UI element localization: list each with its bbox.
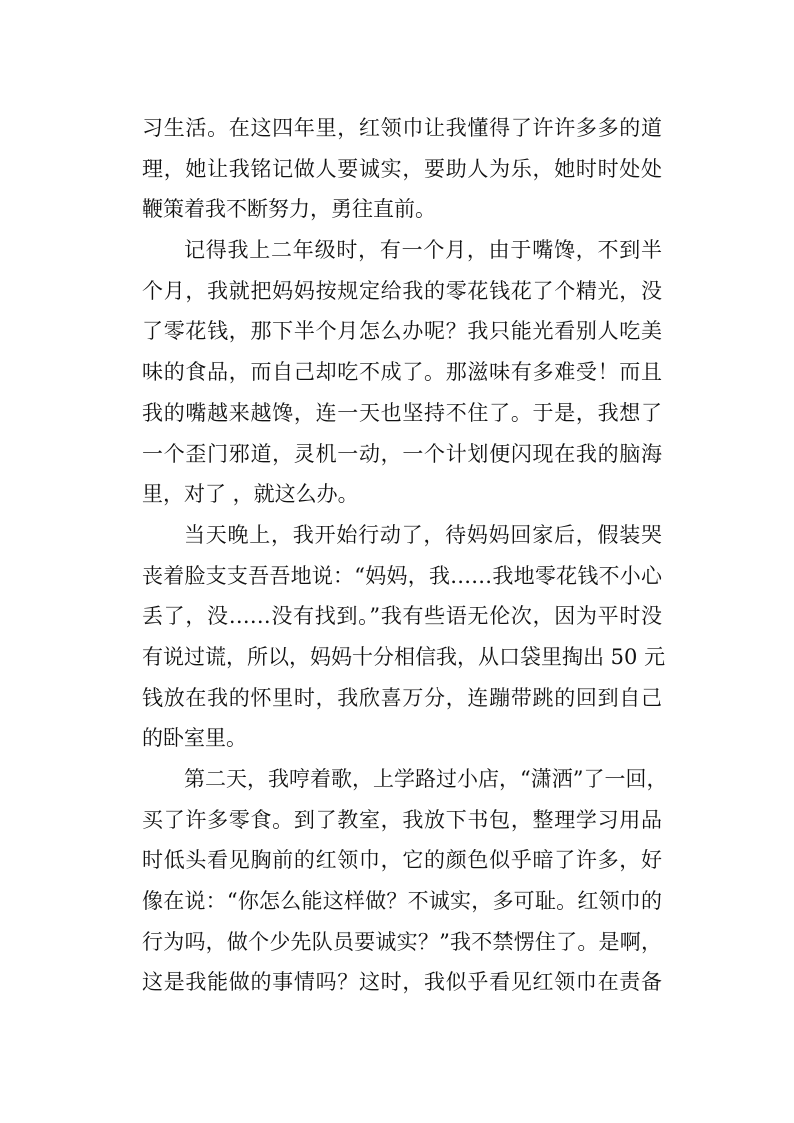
text-line: 钱放在我的怀里时，我欣喜万分，连蹦带跳的回到自己 [142,685,662,710]
text-line: 的卧室里。 [142,726,247,751]
text-line: 习生活。在这四年里，红领巾让我懂得了许许多多的道 [142,116,662,140]
text-line: 行为吗，做个少先队员要诚实？”我不禁愣住了。是啊， [142,929,662,954]
text-line: 了零花钱，那下半个月怎么办呢？我只能光看别人吃美 [142,319,662,344]
text-line: 当天晚上，我开始行动了，待妈妈回家后，假装哭 [184,522,662,547]
text-line: 我的嘴越来越馋，连一天也坚持不住了。于是，我想了 [142,400,662,425]
text-line: 丢了，没……没有找到。”我有些语无伦次，因为平时没 [142,604,662,629]
text-line: 鞭策着我不断努力，勇往直前。 [142,197,436,222]
text-line: 丧着脸支支吾吾地说：“妈妈，我……我地零花钱不小心 [142,563,662,588]
text-line: 时低头看见胸前的红领巾，它的颜色似乎暗了许多，好 [142,848,662,873]
text-line: 第二天，我哼着歌，上学路过小店，“潇洒”了一回， [184,767,668,791]
essay-body [142,108,668,1003]
text-line: 这是我能做的事情吗？这时，我似乎看见红领巾在责备 [142,970,662,995]
text-line: 里，对了 ，就这么办。 [142,482,359,507]
text-line: 一个歪门邪道，灵机一动，一个计划便闪现在我的脑海 [142,441,662,466]
text-line: 理，她让我铭记做人要诚实，要助人为乐，她时时处处 [142,156,662,181]
text-line: 像在说：“你怎么能这样做？不诚实，多可耻。红领巾的 [142,889,662,914]
text-line: 味的食品，而自己却吃不成了。那滋味有多难受！而且 [142,360,662,385]
text-line: 个月，我就把妈妈按规定给我的零花钱花了个精光，没 [142,278,662,303]
text-line: 有说过谎，所以，妈妈十分相信我，从口袋里掏出 50 元 [142,644,666,669]
text-line: 记得我上二年级时，有一个月，由于嘴馋，不到半 [184,238,662,263]
text-line: 买了许多零食。到了教室，我放下书包，整理学习用品 [142,807,662,832]
